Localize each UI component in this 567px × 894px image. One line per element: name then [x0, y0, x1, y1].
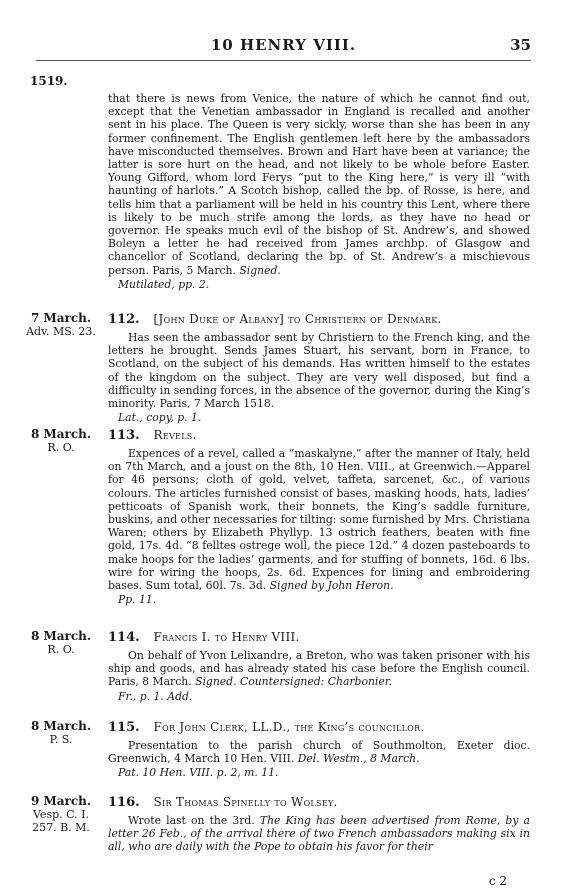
entry-number: 113.: [108, 428, 140, 443]
entry-heading-112: [108, 312, 538, 327]
entry-title: Revels.: [153, 428, 197, 442]
page-number: 35: [510, 36, 531, 54]
entry-body-112: [108, 331, 530, 424]
entry-heading-115: [108, 720, 538, 735]
entry-title: [John Duke of Albany] to Christiern of Denmark.: [153, 312, 442, 326]
entry-number: 115.: [108, 720, 140, 735]
entry-title: Francis I. to Henry VIII.: [153, 630, 300, 644]
entry-meta: Fr., p. 1. Add.: [118, 689, 193, 703]
margin-note-116: 9 March. Vesp. C. I. 257. B. M.: [30, 794, 92, 834]
entry-text: Expences of a revel, called a “maskalyne,” after the manner of Italy, held on 7th March, and a joust on the 8th, 10 Hen. VIII., at Greenwich.—Apparel for 46 persons; cloth of gold, velvet, taffeta, sarcenet, &c., of various colours. The articles furnished consist of bases, masking hoods, hats, ladies’ petticoats of Spanish work, their bonnets, the King’s saddle furniture, buskins, and other necessaries for tilting: some furnished by Mrs. Christiana Waren; others by Elizabeth Phyllyp. 13 ostrich feathers, beaten with fine gold, 17s. 4d. “8 felltes ostrege woll, the piece 12d.” 4 dozen pasteboards to make hoops for the ladies’ garments, and for stuffing of bonnets, 16d. 6 lbs. wire for wiring the hoops, 2s. 6d. Expences for lining and embroidering bases. Sum total, 60l. 7s. 3d. Signed by John Heron.: [108, 447, 530, 593]
margin-note-114: 8 March. R. O.: [30, 629, 92, 656]
signature-mark: c 2: [488, 874, 507, 888]
entry-text: Has seen the ambassador sent by Christiern to the French king, and the letters he brought. Sends James Stuart, his servant, born in France, to Scotland, on the subject of his demands. Has written himself to the estates of the kingdom on the subject. They are very well disposed, but find a difficulty in sending forces, in the absence of the governor, during the King’s minority. Paris, 7 March 1518.: [108, 331, 530, 411]
entry-heading-113: [108, 428, 538, 443]
entry-title: For John Clerk, LL.D., the King’s councillor.: [153, 720, 425, 734]
entry-title: Sir Thomas Spinelly to Wolsey.: [153, 795, 338, 809]
margin-note-112: 7 March. Adv. MS. 23.: [26, 311, 96, 338]
entry-text: On behalf of Yvon Lelixandre, a Breton, who was taken prisoner with his ship and goods, and has already stated his case before the English council. Paris, 8 March. Signed. Countersigned: Charbonier.: [108, 649, 530, 689]
margin-note-115: 8 March. P. S.: [30, 719, 92, 746]
entry-text: Wrote last on the 3rd. The King has been advertised from Rome, by a letter 26 Feb., of the arrival there of two French ambassadors making six in all, who are daily with the Pope to obtain his favor for their: [108, 814, 530, 854]
entry-meta: Mutilated, pp. 2.: [118, 277, 210, 291]
margin-year: 1519.: [30, 74, 68, 88]
entry-meta: Lat., copy, p. 1.: [118, 411, 202, 425]
entry-body-115: [108, 739, 530, 780]
entry-heading-114: [108, 630, 538, 645]
running-head: [0, 36, 567, 56]
entry-meta: Pat. 10 Hen. VIII. p. 2, m. 11.: [118, 766, 279, 780]
entry-body-113: [108, 447, 530, 606]
entry-number: 114.: [108, 630, 140, 645]
entry-continuation: [108, 92, 530, 291]
entry-body-116: [108, 814, 530, 854]
entry-number: 112.: [108, 312, 140, 327]
running-head-title: 10 HENRY VIII.: [210, 36, 357, 54]
entry-text: that there is news from Venice, the nature of which he cannot find out, except that the Venetian ambassador in England is recalled and another sent in his place. The Queen is very sickly, worse than she has been in any former confinement. The English gentlemen left here by the ambassadors have misconducted themselves. Brown and Hart have been at variance; the latter is sore hurt on the head, and not likely to be whole before Easter. Young Gifford, whom lord Ferys “put to the King here,” is very ill “with haunting of harlots.” A Scotch bishop, called the bp. of Rosse, is here, and tells him that a parliament will be held in his country this Lent, where there is likely to be much strife among the lords, as they have no head or governor. He speaks much evil of the bishop of St. Andrew’s, and showed Boleyn a letter he had received from James archbp. of Glasgow and chancellor of Scotland, declaring the bp. of St. Andrew’s a mischievous person. Paris, 5 March. Signed.: [108, 92, 530, 277]
header-rule: [36, 60, 531, 61]
entry-body-114: [108, 649, 530, 703]
entry-text: Presentation to the parish church of Southmolton, Exeter dioc. Greenwich, 4 March 10 Hen. VIII. Del. Westm., 8 March.: [108, 739, 530, 766]
entry-number: 116.: [108, 795, 140, 810]
entry-heading-116: [108, 795, 538, 810]
entry-meta: Pp. 11.: [118, 593, 157, 607]
margin-note-113: 8 March. R. O.: [30, 427, 92, 454]
